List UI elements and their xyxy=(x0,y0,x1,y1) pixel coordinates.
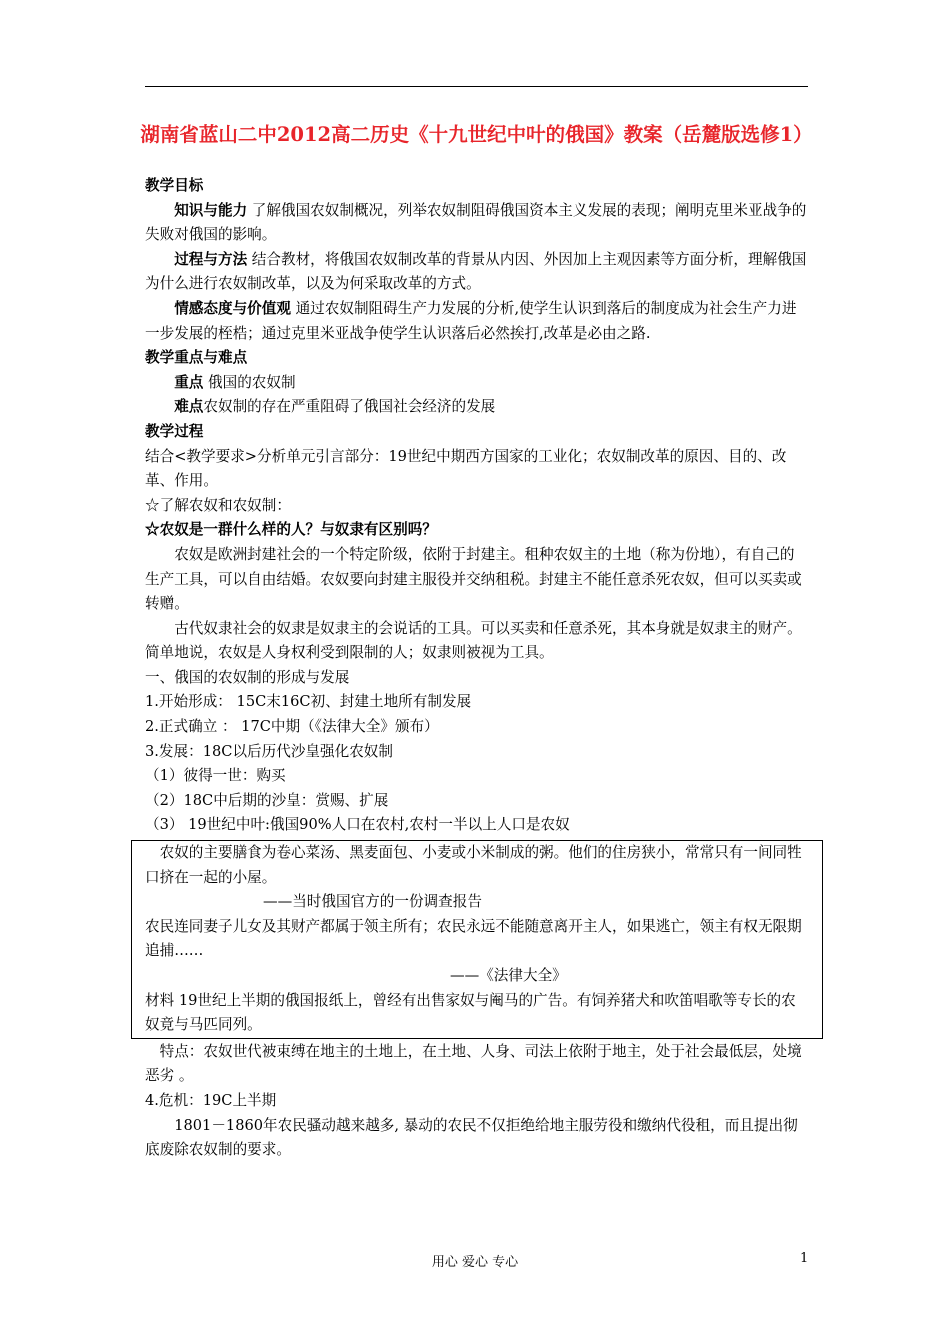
list-item-formation: 1.开始形成： 15C末16C初、封建土地所有制发展 xyxy=(145,693,472,711)
header-rule xyxy=(145,86,808,87)
paragraph-summary: 简单地说，农奴是人身权利受到限制的人；奴隶则被视为工具。 xyxy=(145,644,554,662)
quote-diet: 农奴的主要膳食为卷心菜汤、黑麦面包、小麦或小米制成的粥。他们的住房狭小，常常只有一间同牲口挤在一起的小屋。 xyxy=(145,844,802,886)
goal-knowledge: 知识与能力 了解俄国农奴制概况，列举农奴制阻碍俄国资本主义发展的表现；阐明克里米亚战争的失败对俄国的影响。 xyxy=(145,201,807,244)
footer-text: 用心 爱心 专心 xyxy=(431,1255,519,1270)
quote-box xyxy=(131,840,823,1039)
list-item-development: 3.发展：18C以后历代沙皇强化农奴制 xyxy=(145,742,393,760)
list-subitem-1: （1）彼得一世：购买 xyxy=(145,767,286,785)
process-intro: 结合<教学要求>分析单元引言部分：19世纪中期西方国家的工业化；农奴制改革的原因、目的、改革、作用。 xyxy=(145,447,787,490)
star-item-1: ☆了解农奴和农奴制： xyxy=(145,496,291,514)
list-subitem-3: （3） 19世纪中叶:俄国90%人口在农村,农村一半以上人口是农奴 xyxy=(145,816,570,834)
quote-diet-source: ——当时俄国官方的一份调查报告 xyxy=(263,893,482,911)
quote-material: 材料 19世纪上半期的俄国报纸上，曾经有出售家奴与阉马的广告。有饲养猪犬和吹笛唱歌等专长的农奴竟与马匹同列。 xyxy=(145,991,796,1034)
goal-emotion: 情感态度与价值观 通过农奴制阻碍生产力发展的分析,使学生认识到落后的制度成为社会生产力进一步发展的桎梏；通过克里米亚战争使学生认识落后必然挨打,改革是必由之路. xyxy=(145,299,797,342)
document-title: 湖南省蓝山二中2012高二历史《十九世纪中叶的俄国》教案（岳麓版选修1） xyxy=(140,123,813,146)
paragraph-serf: 农奴是欧洲封建社会的一个特定阶级，依附于封建主。租种农奴主的土地（称为份地），有自己的生产工具，可以自由结婚。农奴要向封建主服役并交纳租税。封建主不能任意杀死农奴，但可以买卖或转赠。 xyxy=(145,545,802,613)
paragraph-feature: 特点：农奴世代被束缚在地主的土地上，在土地、人身、司法上依附于地主，处于社会最低层，处境恶劣 。 xyxy=(145,1042,802,1085)
keypoint-focus: 重点 俄国的农奴制 xyxy=(174,373,296,391)
paragraph-unrest: 1801－1860年农民骚动越来越多, 暴动的农民不仅拒绝给地主服劳役和缴纳代役租，而且提出彻底废除农奴制的要求。 xyxy=(145,1116,798,1159)
list-item-establishment: 2.正式确立 ： 17C中期（《法律大全》颁布） xyxy=(145,718,439,736)
star-item-2: ☆农奴是一群什么样的人？与奴隶有区别吗？ xyxy=(145,521,437,539)
goal-process: 过程与方法 结合教材，将俄国农奴制改革的背景从内因、外因加上主观因素等方面分析，理解俄国为什么进行农奴制改革，以及为何采取改革的方式。 xyxy=(145,250,807,293)
document-body xyxy=(145,174,808,1163)
quote-law: 农民连同妻子儿女及其财产都属于领主所有；农民永远不能随意离开主人，如果逃亡，领主有权无限期追捕…… xyxy=(145,917,802,960)
goals-heading: 教学目标 xyxy=(145,177,204,194)
keypoints-heading: 教学重点与难点 xyxy=(145,349,248,367)
list-item-crisis: 4.危机：19C上半期 xyxy=(145,1091,277,1109)
section-heading-1: 一、俄国的农奴制的形成与发展 xyxy=(145,668,350,686)
page-number: 1 xyxy=(800,1251,809,1266)
keypoint-difficulty: 难点农奴制的存在严重阻碍了俄国社会经济的发展 xyxy=(174,398,496,416)
process-heading: 教学过程 xyxy=(145,422,204,440)
list-subitem-2: （2）18C中后期的沙皇：赏赐、扩展 xyxy=(145,791,389,809)
paragraph-slave: 古代奴隶社会的奴隶是奴隶主的会说话的工具。可以买卖和任意杀死，其本身就是奴隶主的财产。 xyxy=(174,619,802,637)
quote-law-source: ——《法律大全》 xyxy=(450,967,567,984)
